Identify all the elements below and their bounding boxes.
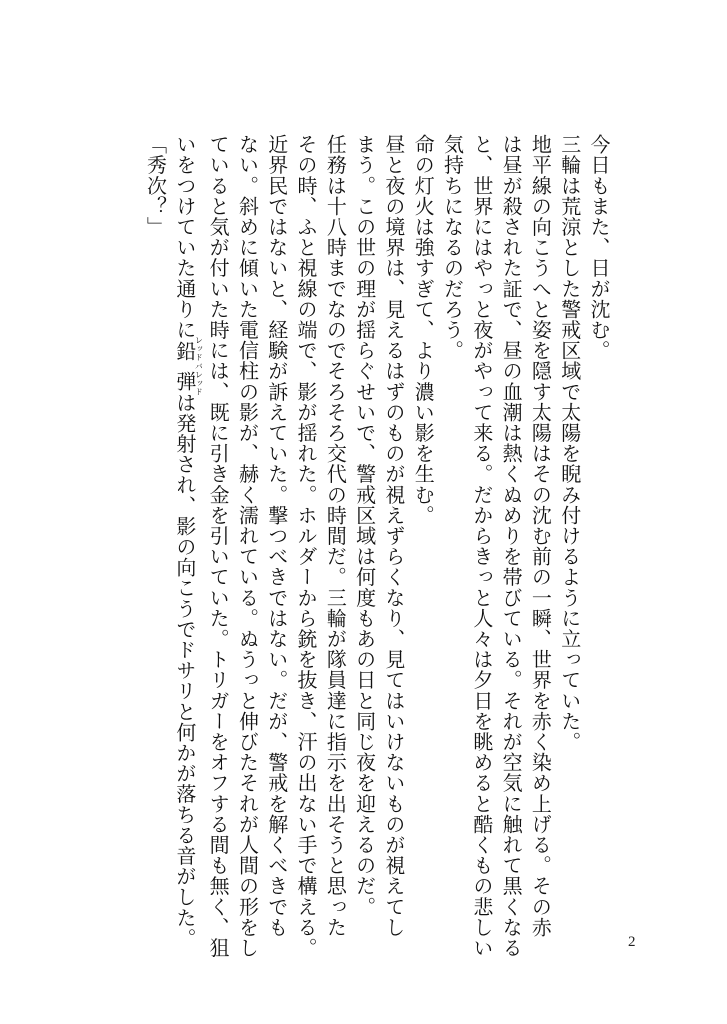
text-line-with-ruby: [170, 134, 204, 949]
text-segment: は発射され、影の向こうでドサリと何かが落ちる音がした。: [172, 392, 197, 949]
page-number: 2: [628, 934, 636, 950]
text-line: ていると気が付いた時には、既に引き金を引いていた。トリガーをオフする間も無く、狙: [206, 134, 231, 958]
vertical-text-block: [140, 134, 613, 958]
ruby-annotation: [172, 336, 204, 397]
ruby-base: 鉛弾: [172, 336, 197, 397]
text-line: と、世界にはやっと夜がやって来る。だからきっと人々は夕日を眺めると酷くもの悲しい: [469, 134, 494, 958]
text-line: 今日もまた、日が沈む。: [587, 134, 611, 361]
text-line: 昼と夜の境界は、見えるはずのものが視えずらくなり、見てはいけないものが視えてし: [381, 134, 406, 938]
text-line: 地平線の向こうへと姿を隠す太陽はその沈む前の一瞬、世界を赤く染め上げる。その赤: [528, 134, 553, 938]
ruby-reading: レッドバレッド: [194, 336, 204, 397]
text-line: ない。斜めに傾いた電信柱の影が、赫く濡れている。ぬうっと伸びたそれが人間の形をし: [235, 134, 260, 958]
text-line: まう。この世の理が揺らぐせいで、警戒区域は何度もあの日と同じ夜を迎えるのだ。: [352, 134, 377, 917]
text-line: は昼が殺された証で、昼の血潮は熱くぬめりを帯びている。それが空気に触れて黒くなる: [499, 134, 524, 958]
text-line: その時、ふと視線の端で、影が揺れた。ホルダーから銃を抜き、汗の出ない手で構える。: [294, 134, 319, 958]
text-line: 命の灯火は強すぎて、より濃い影を生む。: [411, 134, 436, 526]
text-line: 任務は十八時までなのでそろそろ交代の時間だ。三輪が隊員達に指示を出そうと思った: [323, 134, 348, 938]
text-line: 「秀次？」: [143, 134, 168, 237]
text-line: 気持ちになるのだろう。: [440, 134, 465, 361]
text-line: 近界民ではないと、経験が訴えていた。撃つべきではない。だが、警戒を解くべきでも: [264, 134, 289, 938]
text-line: 三輪は荒涼とした警戒区域で太陽を睨み付けるように立っていた。: [557, 134, 582, 752]
text-segment: いをつけていた通りに: [172, 134, 197, 340]
